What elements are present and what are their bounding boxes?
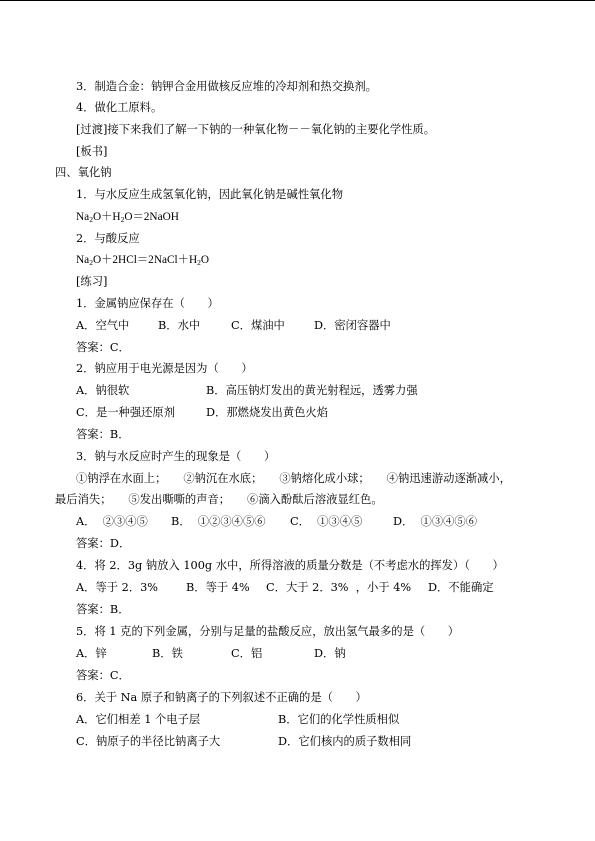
equation-acid-reaction: $Na_2O+2HCl=2NaCl+H_2O$: [76, 254, 210, 267]
question-2-answer: 答案：B．: [76, 428, 130, 441]
question-3-option-c: C． ①③④⑤: [290, 515, 363, 528]
question-2-option-d: D．那燃烧发出黄色火焰: [206, 406, 329, 419]
question-3-option-a: A． ②③④⑤: [76, 515, 148, 528]
question-4-option-c: C．大于 2．3% ，小于 4%: [266, 581, 412, 594]
question-4-option-b: B．等于 4%: [186, 581, 250, 594]
question-1-option-d: D．密闭容器中: [314, 319, 391, 332]
question-1-option-b: B．水中: [158, 319, 201, 332]
equation-water-reaction: $Na_2O+H_2O=2NaOH$: [76, 211, 179, 224]
question-4-option-d: D．不能确定: [428, 581, 494, 594]
question-4-answer: 答案：B．: [76, 603, 130, 616]
text-line-water-reaction: 1．与水反应生成氢氧化钠，因此氧化钠是碱性氧化物: [76, 188, 344, 201]
question-1-stem: 1．金属钠应保存在（ ）: [76, 297, 219, 310]
question-3-stem: 3．钠与水反应时产生的现象是（ ）: [76, 450, 276, 463]
question-3-phenomena-cont: 最后消失； ⑤发出嘶嘶的声音； ⑥滴入酚酞后溶液显红色。: [55, 493, 383, 506]
text-line-transition: [过渡]接下来我们了解一下钠的一种氧化物－－氧化钠的主要化学性质。: [76, 123, 436, 136]
question-3-phenomena: ①钠浮在水面上； ②钠沉在水底； ③钠熔化成小球； ④钠迅速游动逐渐减小，: [76, 472, 511, 485]
text-line-board-note: [板书]: [76, 145, 108, 158]
question-5-option-d: D．钠: [314, 647, 346, 660]
question-6-option-b: B．它们的化学性质相似: [278, 713, 400, 726]
question-1-option-a: A．空气中: [76, 319, 130, 332]
question-5-stem: 5．将 1 克的下列金属，分别与足量的盐酸反应，放出氢气最多的是（ ）: [76, 625, 460, 638]
question-6-option-a: A．它们相差 1 个电子层: [76, 713, 201, 726]
question-1-option-c: C．煤油中: [231, 319, 285, 332]
text-line-alloy: 3．制造合金：钠钾合金用做核反应堆的冷却剂和热交换剂。: [76, 80, 377, 93]
question-6-stem: 6．关于 Na 原子和钠离子的下列叙述不正确的是（ ）: [76, 691, 367, 704]
question-1-answer: 答案：C．: [76, 341, 130, 354]
question-4-stem: 4．将 2．3g 钠放入 100g 水中，所得溶液的质量分数是（不考虑水的挥发）（ ）: [76, 559, 504, 572]
question-6-option-c: C．钠原子的半径比钠离子大: [76, 735, 221, 748]
question-5-option-c: C．铝: [231, 647, 263, 660]
section-heading-sodium-oxide: 四、氧化钠: [55, 166, 112, 179]
text-line-acid-reaction: 2．与酸反应: [76, 232, 140, 245]
question-3-option-b: B． ①②③④⑤⑥: [171, 515, 266, 528]
question-4-option-a: A．等于 2．3%: [76, 581, 159, 594]
question-2-option-a: A．钠很软: [76, 384, 130, 397]
question-3-option-d: D． ①③④⑤⑥: [393, 515, 478, 528]
top-border-line: [0, 0, 595, 1]
question-2-stem: 2．钠应用于电光源是因为（ ）: [76, 362, 253, 375]
text-line-exercise-label: [练习]: [76, 275, 108, 288]
question-3-answer: 答案：D．: [76, 537, 131, 550]
question-5-answer: 答案：C．: [76, 669, 130, 682]
question-6-option-d: D．它们核内的质子数相同: [278, 735, 412, 748]
question-5-option-a: A．锌: [76, 647, 107, 660]
text-line-raw-material: 4．做化工原料。: [76, 101, 163, 114]
question-2-option-c: C．是一种强还原剂: [76, 406, 176, 419]
question-2-option-b: B．高压钠灯发出的黄光射程远，透雾力强: [206, 384, 418, 397]
question-5-option-b: B．铁: [152, 647, 183, 660]
